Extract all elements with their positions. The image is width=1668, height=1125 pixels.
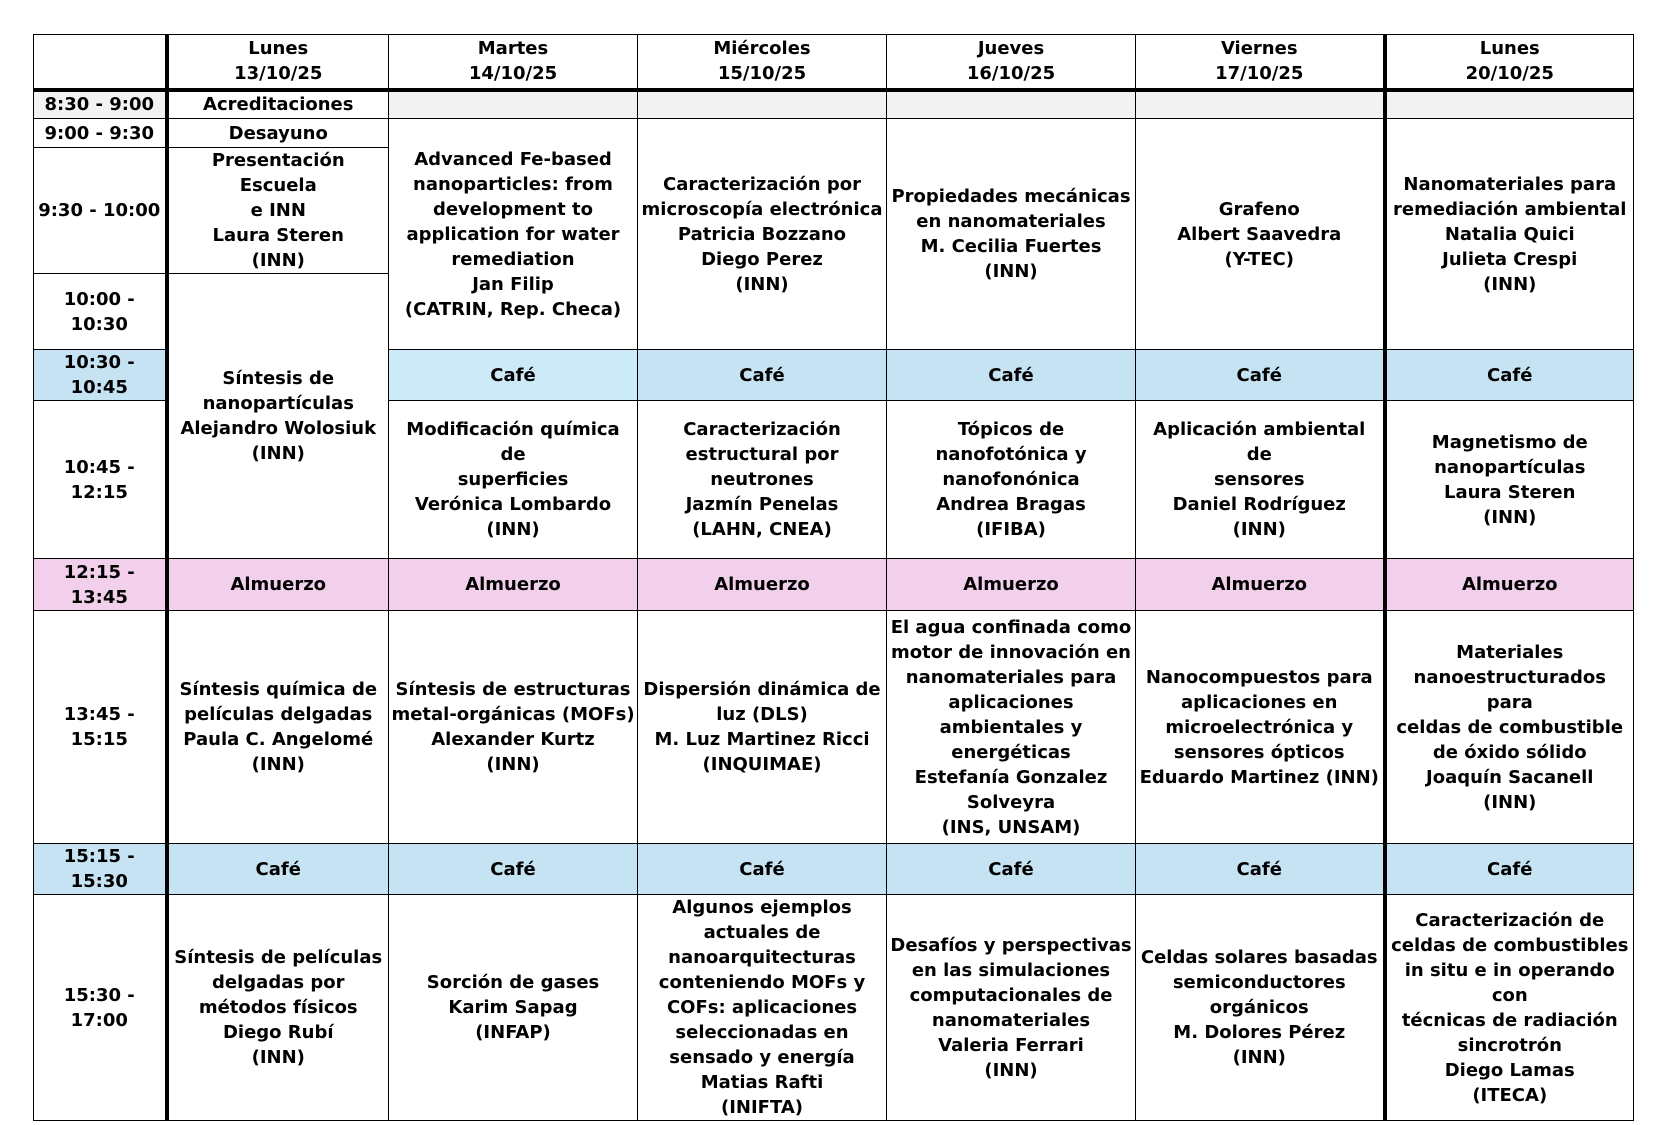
corner-cell [34, 35, 167, 90]
break-cell-cafe: Café [1385, 350, 1634, 401]
session-cell: Caracterización de celdas de combustibles in situ e in operando con técnicas de radiación sincrotrón Diego Lamas (ITECA) [1385, 895, 1634, 1121]
day-header: Miércoles 15/10/25 [638, 35, 887, 90]
session-cell: Síntesis química de películas delgadas Paula C. Angelomé (INN) [167, 611, 389, 844]
day-header: Viernes 17/10/25 [1136, 35, 1385, 90]
session-cell: Síntesis de nanopartículas Alejandro Wolosiuk (INN) [167, 274, 389, 559]
session-cell: Propiedades mecánicas en nanomateriales M. Cecilia Fuertes (INN) [887, 119, 1136, 350]
session-cell: Materiales nanoestructurados para celdas de combustible de óxido sólido Joaquín Sacanell (INN) [1385, 611, 1634, 844]
blank-cell [1136, 90, 1385, 119]
session-cell: Caracterización estructural por neutrones Jazmín Penelas (LAHN, CNEA) [638, 401, 887, 559]
time-slot: 10:45 - 12:15 [34, 401, 167, 559]
time-slot: 13:45 - 15:15 [34, 611, 167, 844]
session-cell: El agua confinada como motor de innovación en nanomateriales para aplicaciones ambientales y energéticas Estefanía Gonzalez Solveyra (INS, UNSAM) [887, 611, 1136, 844]
time-slot: 15:30 - 17:00 [34, 895, 167, 1121]
table-row [34, 844, 1634, 895]
break-cell-cafe: Café [1136, 844, 1385, 895]
break-cell-cafe: Café [1385, 844, 1634, 895]
break-cell-cafe: Café [638, 844, 887, 895]
session-cell: Celdas solares basadas semiconductores orgánicos M. Dolores Pérez (INN) [1136, 895, 1385, 1121]
session-cell: Modificación química de superficies Verónica Lombardo (INN) [389, 401, 638, 559]
day-header: Jueves 16/10/25 [887, 35, 1136, 90]
blank-cell [389, 90, 638, 119]
table-row [34, 895, 1634, 1121]
session-cell: Magnetismo de nanopartículas Laura Steren (INN) [1385, 401, 1634, 559]
schedule-table [33, 34, 1634, 1121]
break-cell-cafe: Café [638, 350, 887, 401]
break-cell-cafe: Café [389, 350, 638, 401]
blank-cell [1385, 90, 1634, 119]
session-cell: Advanced Fe-based nanoparticles: from development to application for water remediation Jan Filip (CATRIN, Rep. Checa) [389, 119, 638, 350]
session-cell: Nanomateriales para remediación ambiental Natalia Quici Julieta Crespi (INN) [1385, 119, 1634, 350]
break-cell-cafe: Café [887, 844, 1136, 895]
day-header: Lunes 13/10/25 [167, 35, 389, 90]
day-header: Martes 14/10/25 [389, 35, 638, 90]
time-slot: 10:00 - 10:30 [34, 274, 167, 350]
session-cell: Presentación Escuela e INN Laura Steren (INN) [167, 148, 389, 274]
break-cell-cafe: Café [1136, 350, 1385, 401]
session-cell: Aplicación ambiental de sensores Daniel Rodríguez (INN) [1136, 401, 1385, 559]
session-cell: Algunos ejemplos actuales de nanoarquitecturas conteniendo MOFs y COFs: aplicaciones seleccionadas en sensado y energía Matias Rafti (INIFTA) [638, 895, 887, 1121]
blank-cell [887, 90, 1136, 119]
table-row [34, 119, 1634, 148]
session-cell: Caracterización por microscopía electrónica Patricia Bozzano Diego Perez (INN) [638, 119, 887, 350]
break-cell-lunch: Almuerzo [167, 559, 389, 611]
time-slot: 9:30 - 10:00 [34, 148, 167, 274]
session-cell: Síntesis de películas delgadas por métodos físicos Diego Rubí (INN) [167, 895, 389, 1121]
session-cell: Grafeno Albert Saavedra (Y-TEC) [1136, 119, 1385, 350]
session-cell: Desayuno [167, 119, 389, 148]
break-cell-cafe: Café [167, 844, 389, 895]
header-row [34, 35, 1634, 90]
time-slot: 10:30 - 10:45 [34, 350, 167, 401]
break-cell-lunch: Almuerzo [887, 559, 1136, 611]
session-cell: Síntesis de estructuras metal-orgánicas (MOFs) Alexander Kurtz (INN) [389, 611, 638, 844]
time-slot: 9:00 - 9:30 [34, 119, 167, 148]
break-cell-lunch: Almuerzo [638, 559, 887, 611]
time-slot: 12:15 - 13:45 [34, 559, 167, 611]
day-header: Lunes 20/10/25 [1385, 35, 1634, 90]
session-cell: Dispersión dinámica de luz (DLS) M. Luz Martinez Ricci (INQUIMAE) [638, 611, 887, 844]
session-cell: Desafíos y perspectivas en las simulaciones computacionales de nanomateriales Valeria Ferrari (INN) [887, 895, 1136, 1121]
session-cell: Acreditaciones [167, 90, 389, 119]
session-cell: Tópicos de nanofotónica y nanofonónica Andrea Bragas (IFIBA) [887, 401, 1136, 559]
break-cell-cafe: Café [887, 350, 1136, 401]
break-cell-lunch: Almuerzo [1136, 559, 1385, 611]
session-cell: Sorción de gases Karim Sapag (INFAP) [389, 895, 638, 1121]
break-cell-lunch: Almuerzo [1385, 559, 1634, 611]
time-slot: 8:30 - 9:00 [34, 90, 167, 119]
blank-cell [638, 90, 887, 119]
session-cell: Nanocompuestos para aplicaciones en microelectrónica y sensores ópticos Eduardo Martinez (INN) [1136, 611, 1385, 844]
break-cell-lunch: Almuerzo [389, 559, 638, 611]
table-row [34, 90, 1634, 119]
break-cell-cafe: Café [389, 844, 638, 895]
table-row [34, 559, 1634, 611]
table-row [34, 611, 1634, 844]
time-slot: 15:15 - 15:30 [34, 844, 167, 895]
